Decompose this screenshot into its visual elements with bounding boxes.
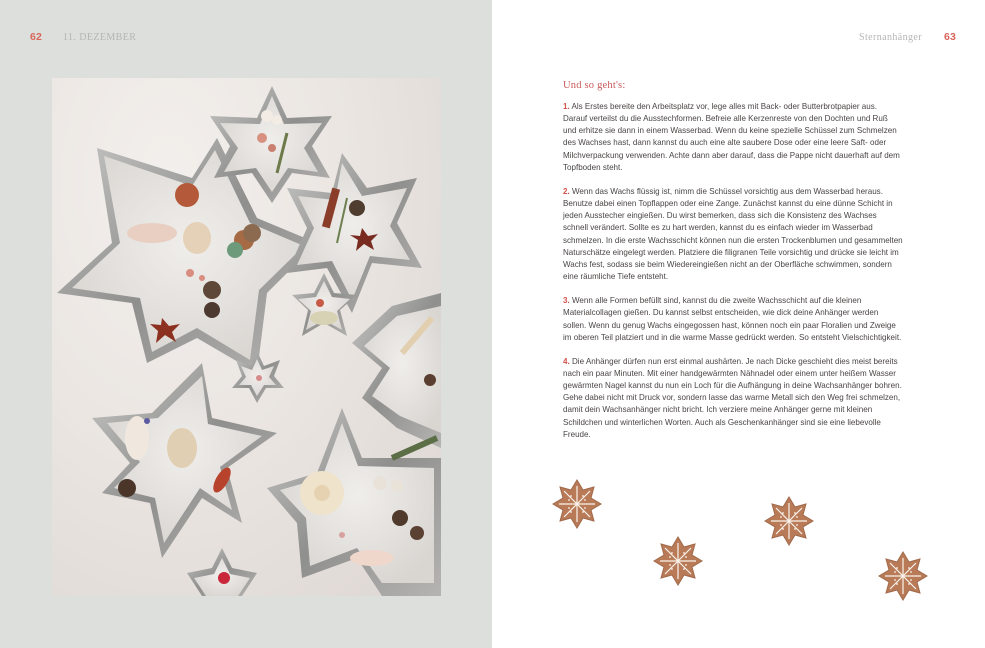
gingerbread-star-cookie-icon <box>551 478 603 530</box>
cookie-cutter-star-right-edge <box>352 293 441 448</box>
cookie-cutter-large-star-bottom-right <box>267 408 441 596</box>
gingerbread-star-cookie-icon <box>877 550 929 602</box>
section-title: Und so geht's: <box>563 80 626 91</box>
step-number: 2. <box>563 186 570 196</box>
page-number-left: 62 <box>30 31 43 43</box>
step-text: Wenn das Wachs flüssig ist, nimm die Schüssel vorsichtig aus dem Wasserbad heraus. Benutze dabei einen Topflappen oder eine Zange. Zunächst kannst du eine dünne Schicht in jeden Ausstecher eingießen. Du wirst bemerken, dass sich die Konsistenz des Wachses schnell verändert. Sollte es zu hart werden, kannst du es einfach wieder im Wasserbad schmelzen. In die erste Wachsschicht können nun die ersten Trockenblumen und gesammelten Naturschätze eingelegt werden. Platziere die filigranen Teile vorsichtig und drücke sie leicht im Wachs fest, sodass sie beim Wiedereingießen nicht an der Oberfläche schwimmen, sondern eine räumliche Tiefe entsteht. <box>563 186 903 282</box>
page-number-right: 63 <box>944 31 957 43</box>
left-page <box>0 0 492 648</box>
instructions-column <box>563 80 903 453</box>
instruction-step-1 <box>563 101 903 174</box>
instruction-step-3 <box>563 295 903 344</box>
cookie-cutter-medium-star-right <box>287 153 422 313</box>
gingerbread-star-cookie-icon <box>652 535 704 587</box>
gingerbread-star-cookie-icon <box>763 495 815 547</box>
instruction-step-2 <box>563 186 903 283</box>
instruction-step-4 <box>563 356 903 441</box>
running-head-right: Sternanhänger <box>859 32 922 43</box>
step-number: 3. <box>563 296 570 306</box>
star-wax-ornaments-photo <box>52 78 441 596</box>
step-number: 4. <box>563 356 570 366</box>
cookie-cutter-large-star-bottom-left <box>92 363 277 558</box>
step-number: 1. <box>563 102 570 111</box>
step-text: Wenn alle Formen befüllt sind, kannst du die zweite Wachsschicht auf die kleinen Materialcollagen gießen. Du kannst selbst entscheiden, wie dick deine Anhänger werden sollen. Wenn du genug Wachs eingegossen hast, können noch ein paar Floralien und Zweige im oberen Teil platziert und in die warme Masse gedrückt werden. So entsteht Vielschichtigkeit. <box>563 296 902 342</box>
cookie-cutter-star-bottom <box>187 548 257 596</box>
photo-illustration <box>52 78 441 596</box>
step-text: Die Anhänger dürfen nun erst einmal aushärten. Je nach Dicke geschieht dies meist bereits nach ein paar Minuten. Mit einer handgewärmten Nähnadel oder einem unter heißem Wasser gewärmten Nagel kannst du nun ein Loch für die Aufhängung in deine Wachsanhänger bohren. Gehe dabei nicht mit Druck vor, sondern lasse das warme Metall sich den Weg frei schmelzen, damit dein Wachsanhänger nicht bricht. Ich verziere meine Anhänger gerne mit kleinen Schildchen und winterlichen Worten. Auch als Geschenkanhänger sind sie eine liebevolle Freude. <box>563 356 902 439</box>
step-text: Als Erstes bereite den Arbeitsplatz vor, lege alles mit Back- oder Butterbrotpapier aus. Darauf verteilst du die Ausstechformen. Befreie alle Kerzenreste von den Dochten und Ruß und erhitze sie dann in einem Wasserbad. Wenn du keine spezielle Schüssel zum Schmelzen des Wachses hast, dann kannst du auch eine alte saubere Dose oder eine leere Saft- oder Milchverpackung verwenden. Achte dann aber darauf, dass die Pappe nicht dauerhaft auf dem Topfboden steht. <box>563 102 900 172</box>
running-head-left: 11. DEZEMBER <box>63 32 137 43</box>
